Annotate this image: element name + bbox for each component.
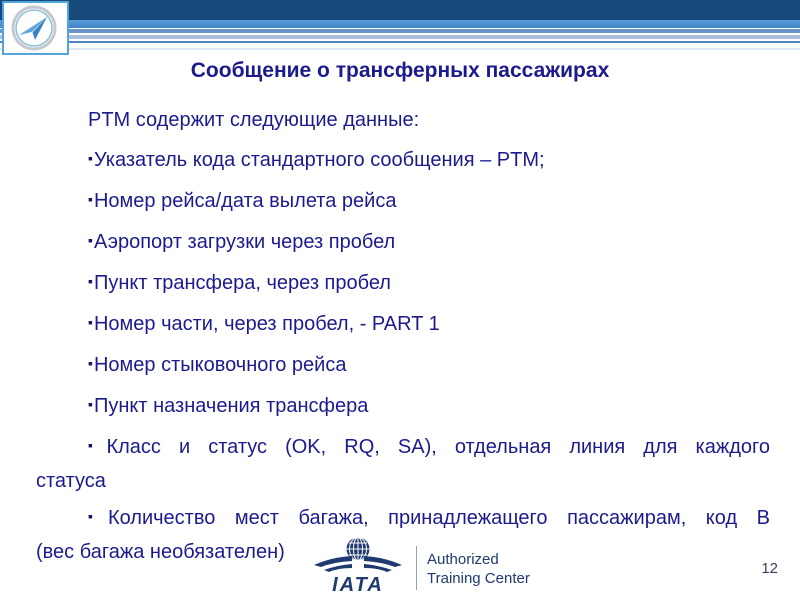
bullet-square-icon: ▪ xyxy=(88,232,93,248)
text-line: ▪Номер стыковочного рейса xyxy=(88,354,347,376)
iata-tagline xyxy=(427,550,530,588)
text-line: ▪Номер части, через пробел, - PART 1 xyxy=(88,313,440,335)
text-line: (вес багажа необязателен) xyxy=(36,541,285,563)
bullet-item xyxy=(36,349,770,383)
bullet-item xyxy=(36,144,770,178)
bullet-square-icon: ▪ xyxy=(88,437,106,453)
text-line: статуса xyxy=(36,470,106,492)
iata-logo xyxy=(312,536,530,594)
bullet-item xyxy=(36,308,770,342)
bullet-item xyxy=(36,267,770,301)
bullet-item xyxy=(36,390,770,424)
divider xyxy=(416,546,417,590)
tagline-line2: Training Center xyxy=(427,570,530,587)
header-pale-line xyxy=(0,48,800,50)
header-stripes xyxy=(0,0,800,50)
presentation-logo xyxy=(2,1,69,55)
bullet-square-icon: ▪ xyxy=(88,191,93,207)
text-line: ▪Номер рейса/дата вылета рейса xyxy=(88,190,397,212)
tagline-line1: Authorized xyxy=(427,551,499,568)
iata-winged-globe-icon xyxy=(312,536,404,594)
bullet-square-icon: ▪ xyxy=(88,273,93,289)
page-number: 12 xyxy=(761,560,778,577)
bullet-square-icon: ▪ xyxy=(88,508,107,524)
text-line: ▪Пункт трансфера, через пробел xyxy=(88,272,391,294)
bullet-square-icon: ▪ xyxy=(88,150,93,166)
header-bar-blue-gradient xyxy=(0,20,800,28)
slide-title: Сообщение о трансферных пассажирах xyxy=(190,59,610,82)
bullet-square-icon: ▪ xyxy=(88,314,93,330)
text-line: ▪Аэропорт загрузки через пробел xyxy=(88,231,396,253)
text-line: ▪Указатель кода стандартного сообщения – PTM; xyxy=(88,149,545,171)
paper-plane-icon xyxy=(6,4,66,52)
text-line: ▪Класс и статус (OK, RQ, SA), отдельная линия для каждого xyxy=(88,436,770,458)
bullet-square-icon: ▪ xyxy=(88,355,93,371)
bullet-list xyxy=(36,104,770,573)
text-line: PTM содержит следующие данные: xyxy=(88,109,420,131)
bullet-item xyxy=(36,226,770,260)
bullet-item xyxy=(36,185,770,219)
header-bar-navy xyxy=(0,0,800,20)
bullet-item xyxy=(36,431,770,498)
intro-text xyxy=(36,104,770,137)
iata-wordmark: IATA xyxy=(332,574,384,594)
text-line: ▪Пункт назначения трансфера xyxy=(88,395,369,417)
bullet-square-icon: ▪ xyxy=(88,396,93,412)
text-line: ▪Количество мест багажа, принадлежащего пассажирам, код B xyxy=(88,507,770,529)
